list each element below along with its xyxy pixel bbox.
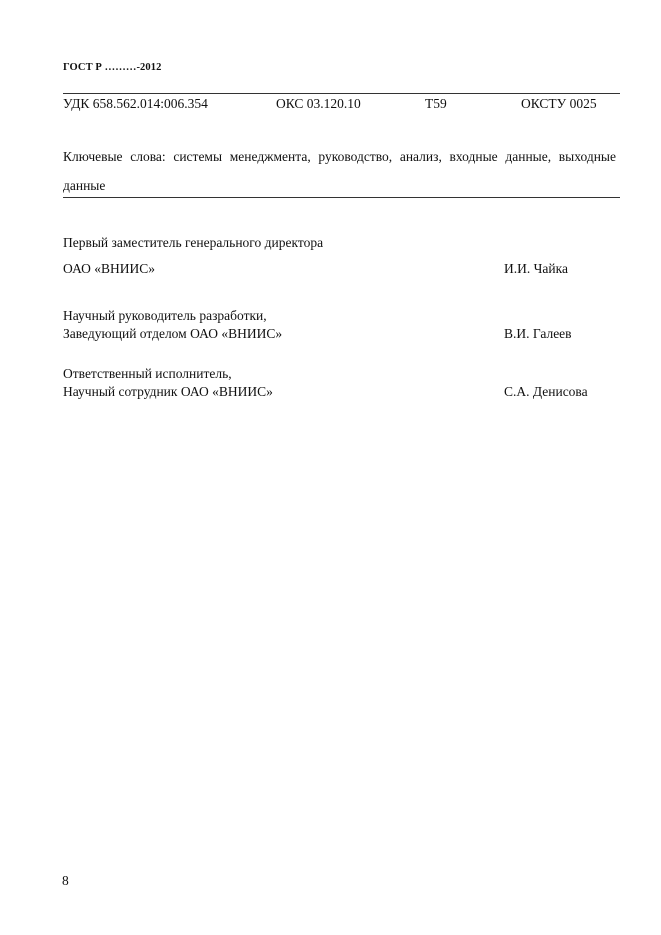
signatory-title-line	[63, 308, 620, 326]
signatory-block-1	[63, 235, 620, 279]
signatory-name: С.А. Денисова	[504, 384, 588, 399]
signatory-organization-text: Научный сотрудник ОАО «ВНИИС»	[63, 384, 273, 399]
udk-code: УДК 658.562.014:006.354	[63, 96, 208, 111]
signatory-organization-text: ОАО «ВНИИС»	[63, 261, 156, 276]
signatory-name: И.И. Чайка	[504, 261, 568, 276]
top-divider	[63, 93, 620, 94]
signatory-title-line	[63, 384, 620, 402]
signatory-block-3	[63, 366, 620, 402]
oks-code: ОКС 03.120.10	[276, 96, 361, 111]
bottom-divider	[63, 197, 620, 198]
signatory-title-line	[63, 326, 620, 344]
okstu-code: ОКСТУ 0025	[521, 96, 597, 111]
signatory-organization-text: Заведующий отделом ОАО «ВНИИС»	[63, 326, 283, 341]
signatory-title-line	[63, 235, 620, 253]
signatory-title-text: Научный руководитель разработки,	[63, 308, 267, 323]
signatory-title-text: Первый заместитель генерального директора	[63, 235, 324, 250]
document-code-header: ГОСТ Р ………-2012	[63, 62, 162, 73]
signatory-title-text: Ответственный исполнитель,	[63, 366, 232, 381]
signatory-title-line	[63, 261, 620, 279]
keywords-paragraph: Ключевые слова: системы менеджмента, руководство, анализ, входные данные, выходные данные	[63, 149, 616, 193]
signatory-block-2	[63, 308, 620, 344]
signatory-name: В.И. Галеев	[504, 326, 572, 341]
signatory-title-line	[63, 366, 620, 384]
page-number: 8	[62, 873, 69, 888]
t-code: Т59	[425, 96, 447, 111]
